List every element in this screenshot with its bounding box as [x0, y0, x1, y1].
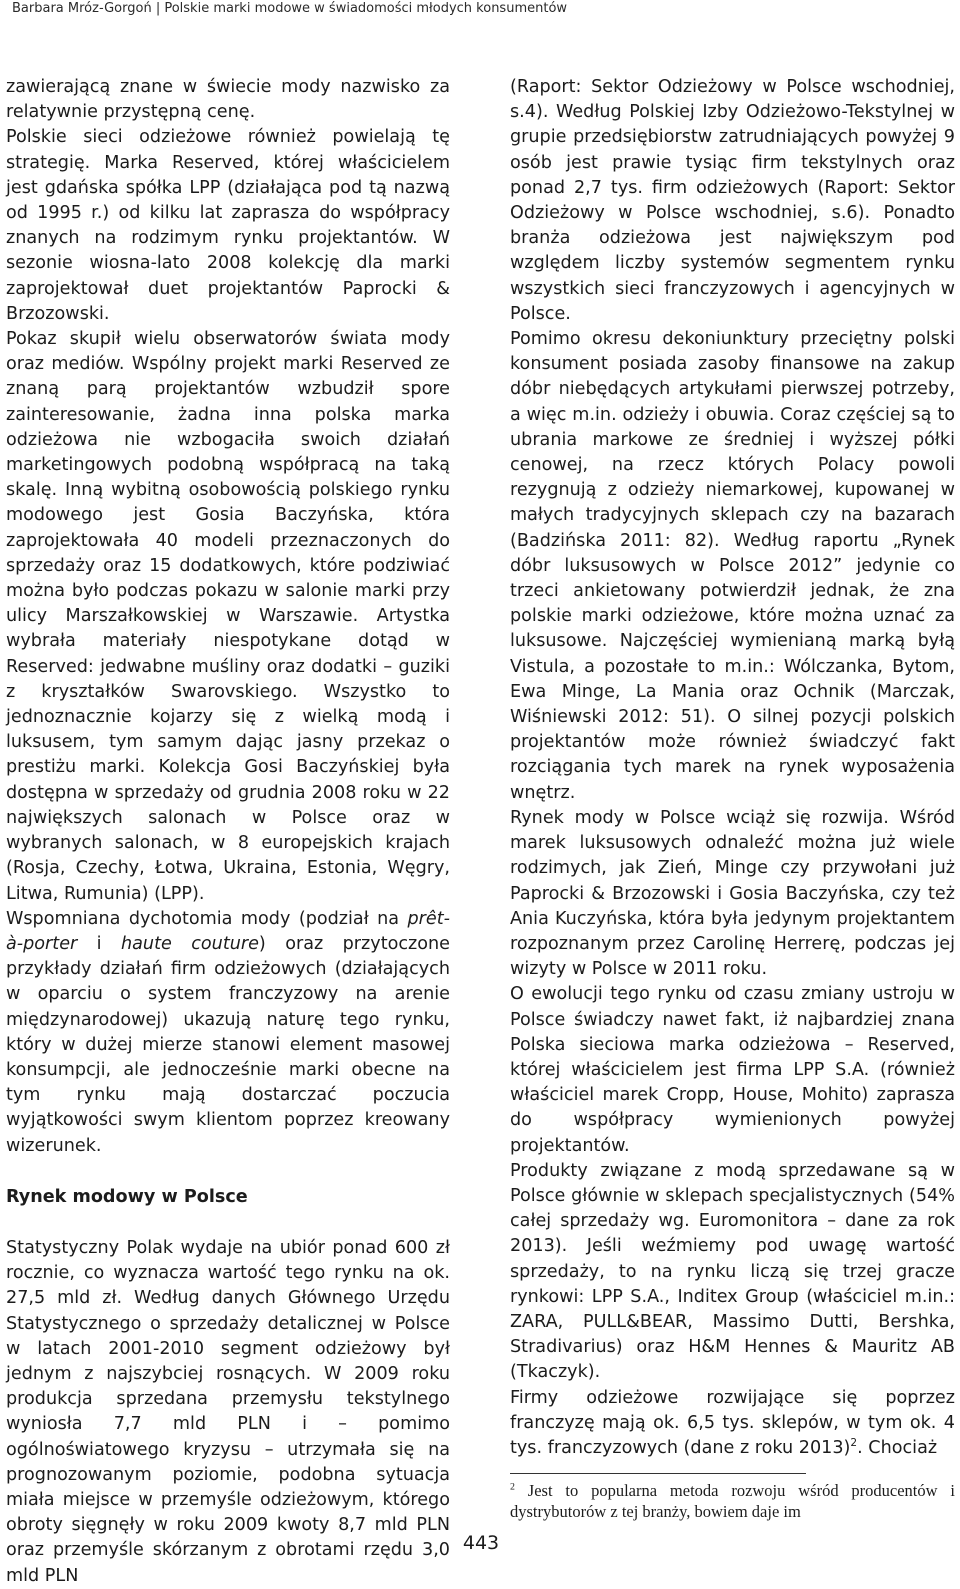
section-heading: Rynek modowy w Polsce — [6, 1186, 248, 1207]
right-paragraph-5: Produkty związane z modą sprzedawane są w Polsce głównie w sklepach specjalistycznych (54% całej sprzedaży wg. Euromonitora – dane za rok 2013). Jeśli weźmiemy pod uwagę wartość sprzedaży, to na rynku liczą się trzej gracze rynkowi: LPP S.A., Inditex Group (właściciel m.in.: ZARA, PULL&BEAR, Massimo Dutti, Bershka, Stradivarius) oraz H&M Hennes & Mauritz AB (Tkaczyk). — [510, 1160, 955, 1383]
term-haute-couture: haute couture — [121, 933, 259, 954]
left-paragraph-4 — [6, 907, 450, 1159]
left-paragraph-4-start: Wspomniana dychotomia mody (podział na — [6, 908, 408, 929]
left-paragraph-3: Pokaz skupił wielu obserwatorów świata mody oraz mediów. Wspólny projekt marki Reserved ze znaną parą projektantów wzbudził spore zainteresowanie, żadna inna polska marka odzieżowa nie wzbogaciła swoich działań marketingowych podobną współpracą na taką skalę. Inną wybitną osobowością polskiego rynku modowego jest Gosia Baczyńska, która zaprojektowała 40 modeli przeznaczonych do sprzedaży oraz 15 dodatkowych, które podziwiać można było podczas pokazu w salonie marki przy ulicy Marszałkowskiej w Warszawie. Artystka wybrała materiały niespotykane dotąd w Reserved: jedwabne muśliny oraz dodatki – guziki z kryształków Swarovskiego. Wszystko to jednoznacznie kojarzy się z wielką modą i luksusem, tym samym dając jasny przekaz o prestiżu marki. Kolekcja Gosi Baczyńskiej była dostępna w sprzedaży od grudnia 2008 roku w 22 największych salonach w Polsce oraz w wybranych salonach, w 8 europejskich krajach (Rosja, Czechy, Łotwa, Ukraina, Estonia, Węgry, Litwa, Rumunia) (LPP). — [6, 329, 450, 904]
footnote — [510, 1480, 955, 1522]
footnote-text: Jest to popularna metoda rozwoju wśród producentów i dystrybutorów z tej branży, bowiem daje im — [510, 1481, 955, 1522]
right-paragraph-1: (Raport: Sektor Odzieżowy w Polsce wschodniej, s.4). Według Polskiej Izby Odzieżowo-Tekstylnej w grupie przedsiębiorstw zatrudniających powyżej 9 osób jest prawie tysiąc firm tekstylnych oraz ponad 2,7 tys. firm odzieżowych (Raport: Sektor Odzieżowy w Polsce wschodniej, s.6). Ponadto branża odzieżowa jest największym pod względem liczby systemów segmentem rynku wszystkich sieci franczyzowych i agencyjnych w Polsce. — [510, 77, 955, 324]
footnote-reference[interactable]: 2 — [850, 1437, 858, 1450]
right-paragraph-2: Pomimo okresu dekoniunktury przeciętny polski konsument posiada zasoby finansowe na zakup dóbr niebędących artykułami pierwszej potrzeby, a więc m.in. odzieży i obuwia. Coraz częściej są to ubrania markowe ze średniej i wyższej półki cenowej, na rzecz których Polacy powoli rezygnują z odzieży niemarkowej, kupowanej w małych tradycyjnych sklepach czy na bazarach (Badzińska 2011: 82). Według raportu „Rynek dóbr luksusowych w Polsce 2012” jedynie co trzeci ankietowany potwierdził jednak, że zna polskie marki odzieżowe, które można uznać za luksusowe. Najczęściej wymienianą marką byłą Vistula, a pozostałe to m.in.: Wólczanka, Bytom, Ewa Minge, La Mania oraz Ochnik (Marczak, Wiśniewski 2012: 51). O silnej pozycji polskich projektantów może również świadczyć fakt rozciągania tych marek na rynek wyposażenia wnętrz. — [510, 329, 955, 803]
right-paragraph-6-tail: . Chociaż — [857, 1437, 938, 1458]
page-number: 443 — [462, 1532, 500, 1554]
left-paragraph-4-conjunction: i — [77, 933, 121, 954]
left-paragraph-1: zawierającą znane w świecie mody nazwisko za relatywnie przystępną cenę. — [6, 77, 450, 123]
right-paragraph-3: Rynek mody w Polsce wciąż się rozwija. Wśród marek luksusowych odnaleźć można już wiele rodzimych, jak Zień, Minge czy przywołani już Paprocki & Brzozowski i Gosia Baczyńska, czy też Ania Kuczyńska, która była jedynym projektantem rozpoznanym przez Carolinę Herrerę, podczas jej wizyty w Polsce w 2011 roku. — [510, 807, 955, 980]
right-paragraph-6-text: Firmy odzieżowe rozwijające się poprzez franczyzę mają ok. 6,5 tys. sklepów, w tym ok. 4 tys. franczyzowych (dane z roku 2013) — [510, 1387, 955, 1458]
right-paragraph-6 — [510, 1386, 955, 1462]
right-column — [510, 75, 955, 1522]
footnote-divider — [510, 1473, 806, 1474]
left-column — [6, 75, 450, 1589]
right-paragraph-4: O ewolucji tego rynku od czasu zmiany ustroju w Polsce świadczy nawet fakt, iż najbardziej znana Polska sieciowa marka odzieżowa – Reserved, której właścicielem jest firma LPP S.A. (również właściciel marek Cropp, House, Mohito) zaprasza do współpracy wymienionych powyżej projektantów. — [510, 984, 955, 1156]
left-paragraph-2: Polskie sieci odzieżowe również powielają tę strategię. Marka Reserved, której właścicielem jest gdańska spółka LPP (działająca pod tą nazwą od 1995 r.) od kilku lat zaprasza do współpracy znanych na rodzimym rynku projektantów. W sezonie wiosna-lato 2008 kolekcję dla marki zaprojektował duet projektantów Paprocki & Brzozowski. — [6, 127, 450, 324]
left-paragraph-5: Statystyczny Polak wydaje na ubiór ponad 600 zł rocznie, co wyznacza wartość tego rynku na ok. 27,5 mld zł. Według danych Głównego Urzędu Statystycznego o sprzedaży detalicznej w Polsce w latach 2001-2010 segment odzieżowy był jednym z najszybciej rosnących. W 2009 roku produkcja sprzedana przemysłu tekstylnego wyniosła 7,7 mld PLN i – pomimo ogólnoświatowego kryzysu – utrzymała się na prognozowanym poziomie, podobna sytuacja miała miejsce w przemyśle odzieżowym, którego obroty sięgnęły w roku 2009 kwoty 8,7 mld PLN oraz przemyśle skórzanym z obrotami rzędu 3,0 mld PLN — [6, 1237, 450, 1586]
term-pret-a-porter: prêt-à-porter — [6, 908, 450, 954]
running-head: Barbara Mróz-Gorgoń | Polskie marki modowe w świadomości młodych konsumentów — [12, 1, 568, 16]
left-paragraph-4-end: ) oraz przytoczone przykłady działań firm odzieżowych (działających w oparciu o system franczyzowy na arenie międzynarodowej) ukazują naturę tego rynku, który w dużej mierze stanowi element masowej konsumpcji, ale jednocześnie marki obecne na tym rynku mają dostarczać poczucia wyjątkowości swym klientom poprzez kreowany wizerunek. — [6, 933, 450, 1156]
footnote-marker: 2 — [510, 1481, 515, 1493]
